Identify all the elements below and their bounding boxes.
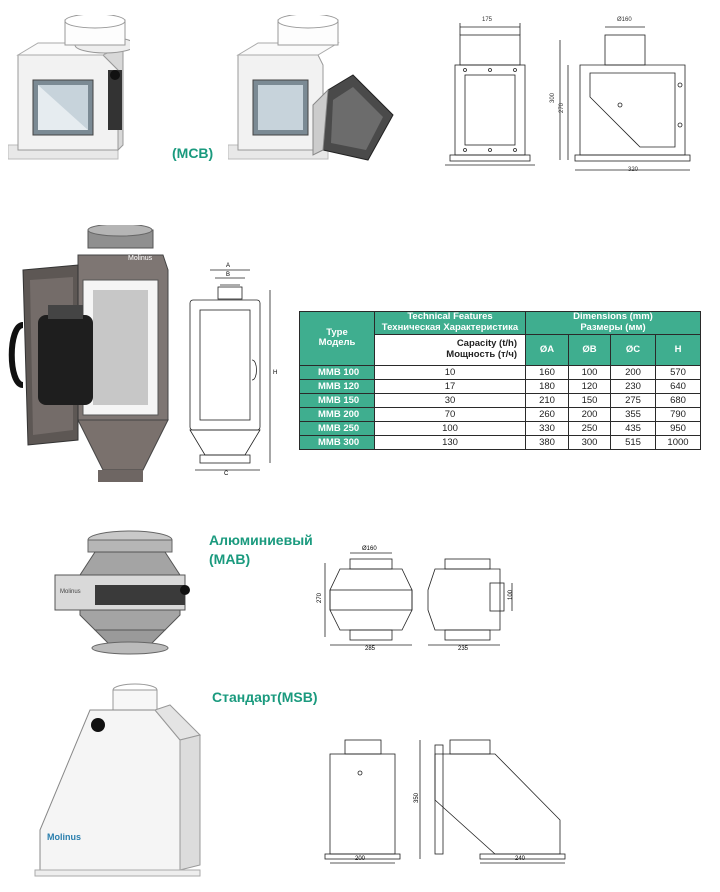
th-type-ru: Модель — [318, 337, 356, 349]
td-a: 160 — [526, 365, 569, 379]
td-model: MMB 120 — [300, 379, 375, 393]
td-h: 950 — [656, 421, 701, 435]
th-dim — [526, 312, 701, 335]
td-h: 790 — [656, 407, 701, 421]
th-tech-ru: Техническая Характеристика — [381, 321, 519, 333]
td-h: 680 — [656, 393, 701, 407]
td-capacity: 17 — [375, 379, 526, 393]
th-cap-en: Capacity (t/h) — [456, 337, 517, 349]
mab-drawing — [317, 545, 520, 655]
mab-label-1: Алюминиевый — [209, 532, 313, 548]
mab-label-2: (MAB) — [209, 551, 251, 567]
td-b: 150 — [569, 393, 611, 407]
td-c: 200 — [611, 365, 656, 379]
mmb-photo — [8, 225, 180, 490]
th-type — [300, 312, 375, 366]
mab-dim-w1: 285 — [365, 646, 376, 652]
mab-photo-logo: Molinus — [60, 589, 81, 595]
th-cap-ru: Мощность (т/ч) — [446, 348, 517, 360]
td-c: 435 — [611, 421, 656, 435]
th-dim-en: Dimensions (mm) — [573, 311, 653, 322]
mcb-dim-h1: 300 — [550, 92, 557, 104]
mmb-drawing — [180, 265, 280, 485]
mmb-dim-c: C — [224, 471, 229, 477]
th-tech — [375, 312, 526, 335]
table-row — [300, 407, 701, 421]
table-row — [300, 365, 701, 379]
th-b: ØB — [569, 334, 611, 365]
mcb-dim-h2: 270 — [559, 102, 566, 114]
mcb-drawing — [440, 15, 700, 180]
spec-table — [299, 311, 701, 450]
mcb-dim-dia: Ø160 — [617, 17, 632, 23]
td-c: 355 — [611, 407, 656, 421]
mab-dim-dia: Ø160 — [362, 546, 377, 552]
td-a: 180 — [526, 379, 569, 393]
th-c: ØC — [611, 334, 656, 365]
td-h: 1000 — [656, 435, 701, 449]
td-h: 570 — [656, 365, 701, 379]
td-a: 210 — [526, 393, 569, 407]
td-b: 200 — [569, 407, 611, 421]
td-c: 515 — [611, 435, 656, 449]
mmb-dim-a: A — [226, 263, 231, 269]
td-capacity: 100 — [375, 421, 526, 435]
td-b: 250 — [569, 421, 611, 435]
td-c: 275 — [611, 393, 656, 407]
td-b: 120 — [569, 379, 611, 393]
td-a: 330 — [526, 421, 569, 435]
td-b: 100 — [569, 365, 611, 379]
msb-label: Стандарт(MSB) — [212, 689, 318, 705]
msb-photo — [30, 680, 210, 880]
td-b: 300 — [569, 435, 611, 449]
td-capacity: 30 — [375, 393, 526, 407]
mcb-dim-base: 320 — [628, 167, 639, 173]
mab-photo — [40, 530, 200, 660]
td-h: 640 — [656, 379, 701, 393]
th-type-en: Type — [326, 326, 348, 338]
msb-photo-logo: Molinus — [47, 832, 81, 842]
mab-dim-side: 100 — [508, 589, 515, 601]
mmb-dim-b: B — [226, 272, 231, 278]
td-capacity: 130 — [375, 435, 526, 449]
table-row — [300, 379, 701, 393]
td-model: MMB 250 — [300, 421, 375, 435]
th-dim-ru: Размеры (мм) — [580, 321, 646, 333]
td-a: 380 — [526, 435, 569, 449]
td-model: MMB 150 — [300, 393, 375, 407]
msb-drawing — [310, 735, 580, 870]
mcb-dim-top: 175 — [482, 17, 493, 23]
msb-dim-w1: 200 — [355, 856, 366, 862]
msb-dim-w2: 240 — [515, 856, 526, 862]
th-a: ØA — [526, 334, 569, 365]
td-model: MMB 100 — [300, 365, 375, 379]
td-model: MMB 300 — [300, 435, 375, 449]
mab-dim-w2: 235 — [458, 646, 469, 652]
mcb-label: (MCB) — [172, 145, 214, 161]
td-a: 260 — [526, 407, 569, 421]
td-capacity: 10 — [375, 365, 526, 379]
mmb-dim-h: H — [273, 370, 278, 376]
mcb-photo-open — [228, 15, 398, 165]
th-tech-en: Technical Features — [407, 311, 493, 322]
th-cap — [375, 334, 526, 365]
td-model: MMB 200 — [300, 407, 375, 421]
mab-dim-h: 270 — [317, 592, 324, 604]
mcb-photo-closed — [8, 15, 130, 165]
mmb-photo-logo: Molinus — [128, 255, 153, 262]
msb-dim-h: 350 — [414, 792, 421, 804]
table-row — [300, 421, 701, 435]
td-capacity: 70 — [375, 407, 526, 421]
table-row — [300, 435, 701, 449]
td-c: 230 — [611, 379, 656, 393]
table-row — [300, 393, 701, 407]
th-h: H — [656, 334, 701, 365]
